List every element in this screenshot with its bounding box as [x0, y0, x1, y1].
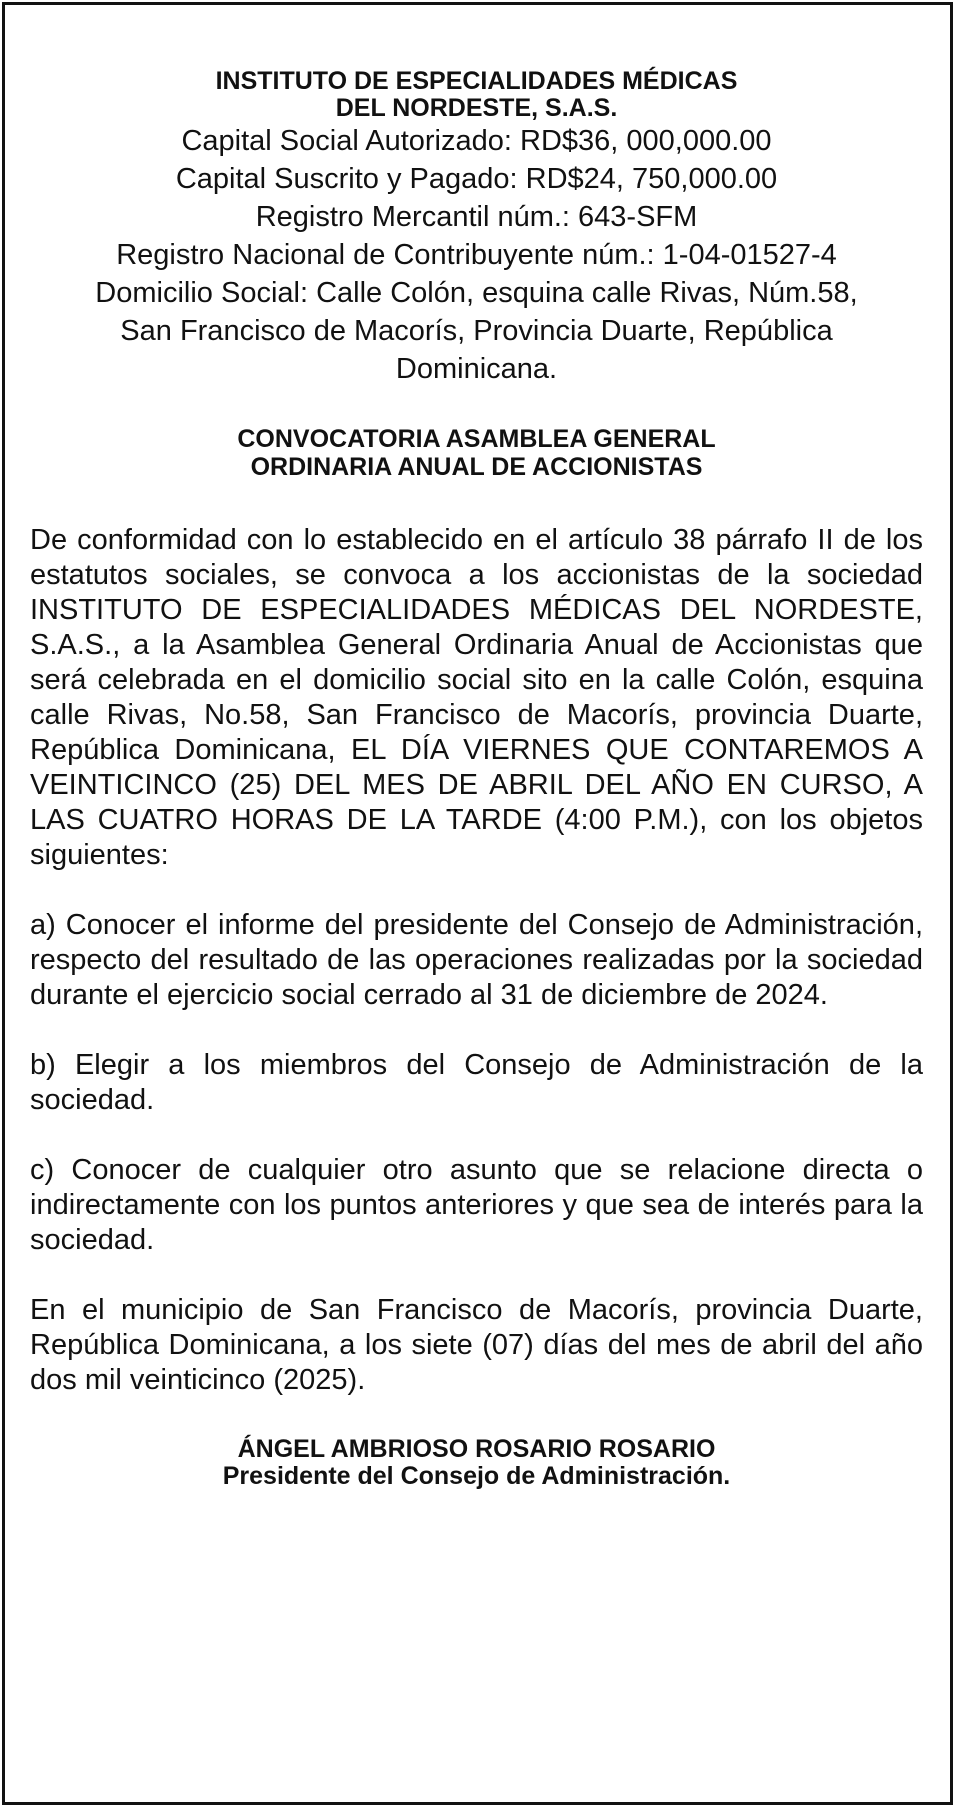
capital-suscrito: Capital Suscrito y Pagado: RD$24, 750,000.00	[175, 163, 778, 195]
domicilio-line1: Domicilio Social: Calle Colón, esquina calle Rivas, Núm.58,	[95, 277, 858, 309]
company-header	[30, 68, 923, 388]
notice-title-line1: CONVOCATORIA ASAMBLEA GENERAL	[237, 425, 716, 453]
domicilio-line3: Dominicana.	[395, 353, 558, 385]
signatory-role: Presidente del Consejo de Administración.	[222, 1462, 731, 1490]
company-name-line2: DEL NORDESTE, S.A.S.	[335, 94, 618, 122]
rnc: Registro Nacional de Contribuyente núm.: 1-04-01527-4	[116, 239, 837, 271]
agenda-item-a: a) Conocer el informe del presidente del Consejo de Administración, respecto del resultado de las operaciones realizadas por la sociedad durante el ejercicio social cerrado al 31 de diciembre de 2024.	[30, 909, 923, 1011]
agenda-item-b: b) Elegir a los miembros del Consejo de Administración de la sociedad.	[30, 1049, 923, 1116]
intro-paragraph: De conformidad con lo establecido en el artículo 38 párrafo II de los estatutos sociales, se convoca a los accionistas de la sociedad INSTITUTO DE ESPECIALIDADES MÉDICAS DEL NORDESTE, S.A.S., a la Asamblea General Ordinaria Anual de Accionistas que será celebrada en el domicilio social sito en la calle Colón, esquina calle Rivas, No.58, San Francisco de Macorís, provincia Duarte, República Dominicana, EL DÍA VIERNES QUE CONTAREMOS A VEINTICINCO (25) DEL MES DE ABRIL DEL AÑO EN CURSO, A LAS CUATRO HORAS DE LA TARDE (4:00 P.M.), con los objetos siguientes:	[30, 524, 923, 871]
notice-title-line2: ORDINARIA ANUAL DE ACCIONISTAS	[250, 453, 703, 481]
registro-mercantil: Registro Mercantil núm.: 643-SFM	[255, 201, 698, 233]
capital-autorizado: Capital Social Autorizado: RD$36, 000,000.00	[181, 125, 772, 157]
company-name-line1: INSTITUTO DE ESPECIALIDADES MÉDICAS	[215, 67, 738, 95]
agenda-item-c: c) Conocer de cualquier otro asunto que se relacione directa o indirectamente con los puntos anteriores y que sea de interés para la sociedad.	[30, 1154, 923, 1256]
closing-paragraph: En el municipio de San Francisco de Macorís, provincia Duarte, República Dominicana, a los siete (07) días del mes de abril del año dos mil veinticinco (2025).	[30, 1294, 923, 1396]
signature-block	[30, 1436, 923, 1490]
notice-content	[30, 68, 923, 1490]
domicilio-line2: San Francisco de Macorís, Provincia Duarte, República	[120, 315, 833, 347]
notice-title	[30, 425, 923, 481]
signatory-name: ÁNGEL AMBRIOSO ROSARIO ROSARIO	[237, 1435, 716, 1463]
